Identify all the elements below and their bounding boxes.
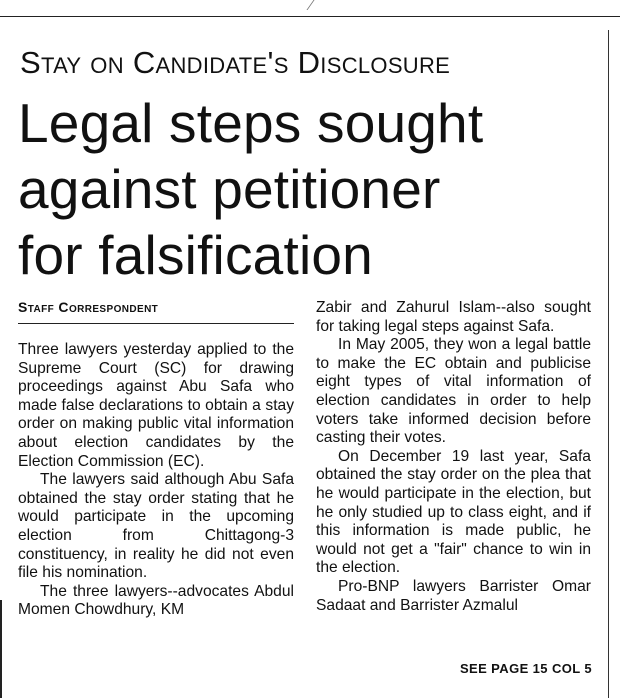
paragraph: The lawyers said although Abu Safa obtained the stay order stating that he would participate in the upcoming election from Chittagong-3 constituency, in reality he did not even file his nomination. <box>18 471 294 582</box>
left-edge-rule <box>0 600 2 698</box>
headline-line-2: against petitioner <box>18 158 441 220</box>
paragraph: Pro-BNP lawyers Barrister Omar Sadaat and Barrister Azmalul <box>316 577 591 614</box>
byline-rule <box>18 323 294 324</box>
article-column-2 <box>316 299 591 615</box>
byline: Staff Correspondent <box>18 299 159 315</box>
headline-line-3: for falsification <box>18 224 373 286</box>
byline-block <box>18 298 294 324</box>
paragraph: In May 2005, they won a legal battle to make the EC obtain and publicise eight types of vital information of election candidates in order to help voters take informed decision before casting their votes. <box>316 336 591 447</box>
headline-line-1: Legal steps sought <box>18 92 484 154</box>
article-column-1 <box>18 341 294 620</box>
headline <box>18 90 598 288</box>
continuation-line: SEE PAGE 15 COL 5 <box>459 661 592 676</box>
paragraph: Three lawyers yesterday applied to the Supreme Court (SC) for drawing proceedings against Abu Safa who made false declarations to obtain a stay order on making public vital information about election candidates by the Election Commission (EC). <box>18 341 294 470</box>
paragraph: Zabir and Zahurul Islam--also sought for taking legal steps against Safa. <box>316 299 591 335</box>
kicker: Stay on Candidate's Disclosure <box>20 45 451 80</box>
top-rule <box>0 16 620 17</box>
fold-mark <box>292 0 314 10</box>
column-divider <box>608 30 609 698</box>
paragraph: The three lawyers--advocates Abdul Momen Chowdhury, KM <box>18 582 294 619</box>
paragraph: On December 19 last year, Safa obtained the stay order on the plea that he would participate in the election, but he only studied up to class eight, and if this information is made public, he would not get a "fair" chance to win in the election. <box>316 447 591 577</box>
